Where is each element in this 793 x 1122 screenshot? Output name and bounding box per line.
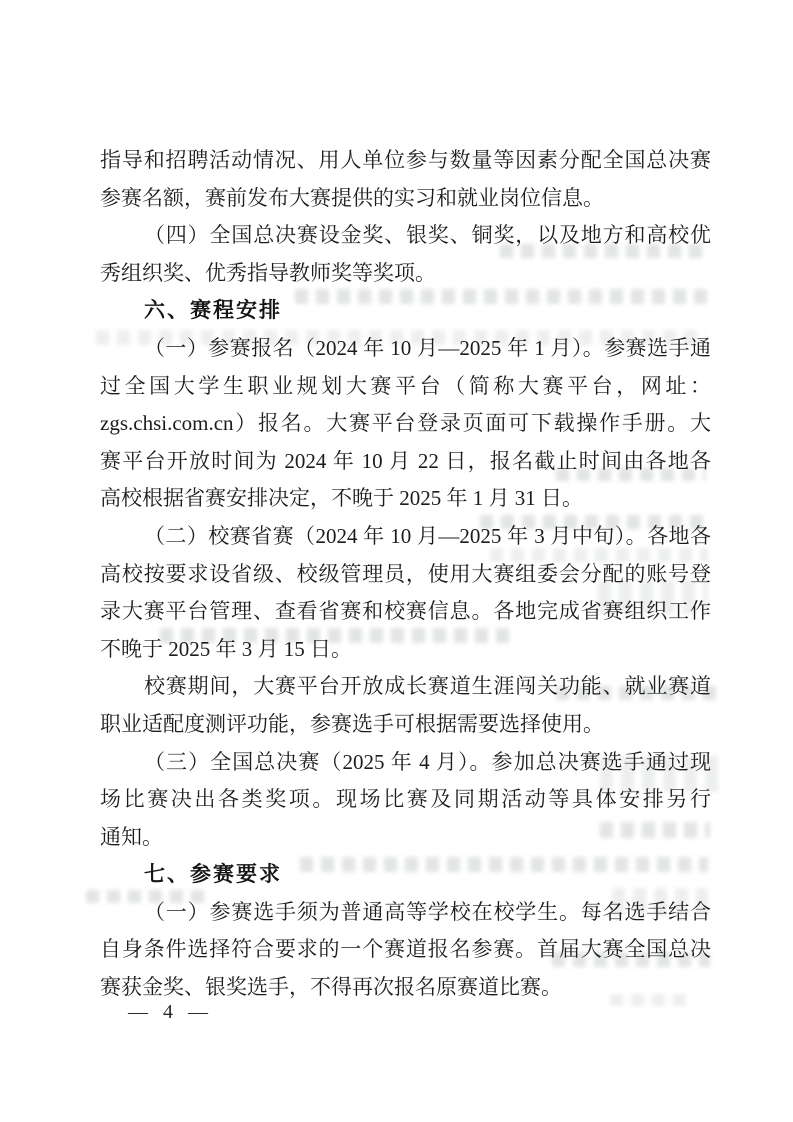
text-line: 高校按要求设省级、校级管理员，使用大赛组委会分配的账号登 <box>100 561 711 586</box>
text-line: 自身条件选择符合要求的一个赛道报名参赛。首届大赛全国总决 <box>100 937 711 962</box>
text-line: 赛获金奖、银奖选手，不得再次报名原赛道比赛。 <box>100 975 562 1000</box>
text-line: 参赛名额，赛前发布大赛提供的实习和就业岗位信息。 <box>100 185 604 210</box>
text-line: （一）参赛选手须为普通高等学校在校学生。每名选手结合 <box>144 899 711 924</box>
text-line: 高校根据省赛安排决定，不晚于 2025 年 1 月 31 日。 <box>100 486 583 511</box>
text-line: 赛平台开放时间为 2024 年 10 月 22 日，报名截止时间由各地各 <box>100 448 711 473</box>
document-lines <box>100 142 711 1007</box>
text-line: 职业适配度测评功能，参赛选手可根据需要选择使用。 <box>100 711 604 736</box>
section-heading: 七、参赛要求 <box>144 863 282 887</box>
text-line: 不晚于 2025 年 3 月 15 日。 <box>100 636 352 661</box>
text-line: 校赛期间，大赛平台开放成长赛道生涯闯关功能、就业赛道 <box>144 674 711 699</box>
text-line: （四）全国总决赛设金奖、银奖、铜奖，以及地方和高校优 <box>144 223 711 248</box>
section-heading: 六、赛程安排 <box>144 299 282 323</box>
text-line: 指导和招聘活动情况、用人单位参与数量等因素分配全国总决赛 <box>100 148 711 172</box>
text-line: （一）参赛报名（2024 年 10 月—2025 年 1 月）。参赛选手通 <box>144 335 711 360</box>
text-line: （三）全国总决赛（2025 年 4 月）。参加总决赛选手通过现 <box>144 749 711 774</box>
text-line: zgs.chsi.com.cn）报名。大赛平台登录页面可下载操作手册。大 <box>100 411 711 436</box>
text-line: （二）校赛省赛（2024 年 10 月—2025 年 3 月中旬）。各地各 <box>144 523 711 548</box>
text-line: 秀组织奖、优秀指导教师奖等奖项。 <box>100 260 436 285</box>
text-line: 场比赛决出各类奖项。现场比赛及同期活动等具体安排另行 <box>100 787 711 812</box>
text-line: 过全国大学生职业规划大赛平台（简称大赛平台，网址： <box>100 373 711 398</box>
text-line: 录大赛平台管理、查看省赛和校赛信息。各地完成省赛组织工作 <box>100 599 711 624</box>
text-line: 通知。 <box>100 824 163 849</box>
page-number: — 4 — <box>128 1001 213 1023</box>
